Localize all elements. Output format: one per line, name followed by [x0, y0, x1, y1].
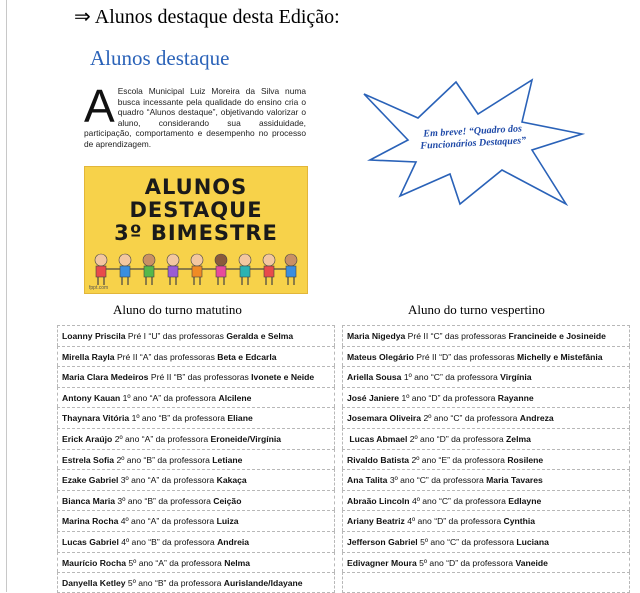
morning-shift-title: Aluno do turno matutino [113, 302, 242, 317]
table-row: Thaynara Vitória 1º ano “B” da professora Eliane [57, 407, 335, 428]
table-row: Bianca Maria 3º ano “B” da professora Ceição [57, 490, 335, 511]
table-row: Ariella Sousa 1º ano “C” da professora Virgínia [342, 366, 630, 387]
table-row: Maria Clara Medeiros Pré II “B” das professoras Ivonete e Neide [57, 366, 335, 387]
banner-line-2: DESTAQUE [129, 198, 263, 222]
drop-cap: A [84, 80, 115, 132]
table-row: Maria Nigedya Pré II “C” das professoras Francineide e Josineide [342, 325, 630, 346]
table-row: Mateus Olegário Pré II “D” das professoras Michelly e Mistefânia [342, 346, 630, 367]
table-row: Lucas Gabriel 4º ano “B” da professora Andreia [57, 531, 335, 552]
children-holding-hands-illustration [89, 251, 303, 287]
alunos-destaque-banner [84, 166, 308, 294]
section-heading-text: Alunos destaque desta Edição: [94, 6, 340, 28]
star-callout-line-1: Em breve! “Quadro dos [423, 123, 523, 140]
page-title: Alunos destaque [90, 46, 230, 70]
table-row: Loanny Priscila Pré I “U” das professoras Geralda e Selma [57, 325, 335, 346]
table-row: Ariany Beatriz 4º ano “D” da professora Cynthia [342, 510, 630, 531]
table-row: Erick Araújo 2º ano “A” da professora Eroneide/Virgínia [57, 428, 335, 449]
table-row: Ana Talita 3º ano “C” da professora Maria Tavares [342, 469, 630, 490]
page-margin-line [6, 0, 7, 592]
table-row: Abraão Lincoln 4º ano “C” da professora Edlayne [342, 490, 630, 511]
table-row: Maurício Rocha 5º ano “A” da professora Nelma [57, 552, 335, 573]
table-row: Danyella Ketley 5º ano “B” da professora Aurislande/Idayane [57, 572, 335, 593]
table-row [342, 572, 630, 593]
star-callout-line-2: Funcionários Destaques” [420, 135, 527, 152]
intro-paragraph [84, 80, 306, 150]
star-callout [360, 78, 586, 206]
table-row: Lucas Abmael 2º ano “D” da professora Zelma [342, 428, 630, 449]
afternoon-shift-title: Aluno do turno vespertino [408, 302, 545, 317]
table-row: Ezake Gabriel 3º ano “A” da professora Kakaça [57, 469, 335, 490]
table-row: Mirella Rayla Pré II “A” das professoras Beta e Edcarla [57, 346, 335, 367]
table-row: Estrela Sofia 2º ano “B” da professora Letiane [57, 449, 335, 470]
banner-footer: fppt.com [89, 285, 109, 291]
morning-students-list [57, 325, 335, 593]
table-row: Rivaldo Batista 2º ano “E” da professora Rosilene [342, 449, 630, 470]
table-row: Antony Kauan 1º ano “A” da professora Alcilene [57, 387, 335, 408]
table-row: Marina Rocha 4º ano “A” da professora Luiza [57, 510, 335, 531]
banner-line-3: 3º BIMESTRE [114, 221, 278, 245]
table-row: Edivagner Moura 5º ano “D” da professora Vaneide [342, 552, 630, 573]
section-heading [74, 4, 340, 29]
double-arrow-icon: ⇒ [74, 6, 91, 28]
table-row: Josemara Oliveira 2º ano “C” da professora Andreza [342, 407, 630, 428]
table-row: José Janiere 1º ano “D” da professora Rayanne [342, 387, 630, 408]
intro-text: Escola Municipal Luiz Moreira da Silva numa busca incessante pela qualidade do ensino cria o quadro “Alunos destaque”, objetivando valorizar o aluno, considerando sua assiduidade, participação, comportamento e desempenho no processo de aprendizagem. [84, 86, 306, 149]
table-row: Jefferson Gabriel 5º ano “C” da professora Luciana [342, 531, 630, 552]
banner-line-1: ALUNOS [144, 175, 248, 199]
afternoon-students-list [342, 325, 630, 593]
